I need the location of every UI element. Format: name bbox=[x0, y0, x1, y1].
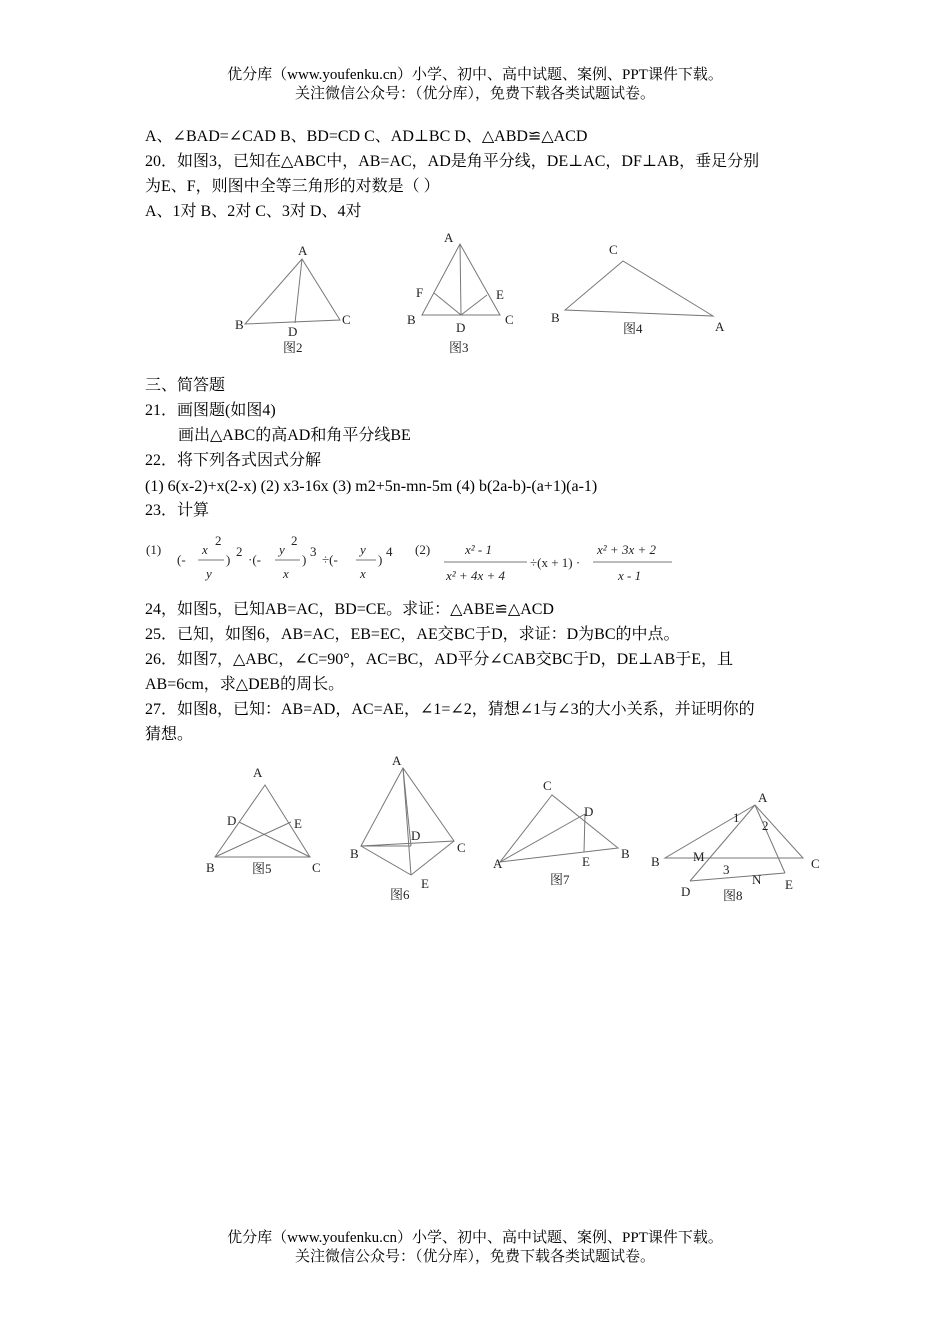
fig5-caption: 图5 bbox=[252, 861, 272, 876]
footer-line-1: 优分库（www.youfenku.cn）小学、初中、高中试题、案例、PPT课件下载。 bbox=[227, 1230, 723, 1246]
q23-expression-2 bbox=[415, 542, 672, 583]
q23-e1-exp-b: 2 bbox=[236, 544, 243, 559]
figure-2 bbox=[235, 243, 351, 355]
fig2-label-c: C bbox=[342, 312, 351, 327]
q23-e1-lparen: (- bbox=[177, 552, 186, 567]
q23-expressions bbox=[140, 532, 700, 592]
fig8-label-d: D bbox=[681, 884, 691, 899]
q23-e1-exp-e: 4 bbox=[386, 544, 393, 559]
fig6-caption: 图6 bbox=[390, 887, 410, 902]
q23-e1-exp-a: 2 bbox=[215, 533, 222, 548]
fig5-label-c: C bbox=[312, 860, 321, 875]
fig5-label-a: A bbox=[253, 765, 263, 780]
fig2-label-d: D bbox=[288, 324, 298, 339]
fig2-label-b: B bbox=[235, 317, 244, 332]
q27-line-1: 27．如图8，已知：AB=AD，AC=AE，∠1=∠2，猜想∠1与∠3的大小关系，并证明你的 bbox=[145, 701, 755, 718]
fig3-label-b: B bbox=[407, 312, 416, 327]
page-header bbox=[0, 66, 950, 104]
q20-line-2: 为E、F，则图中全等三角形的对数是（ ） bbox=[145, 178, 440, 195]
q20-options: A、1对 B、2对 C、3对 D、4对 bbox=[145, 203, 362, 220]
q23-e1-den-3: x bbox=[360, 566, 366, 581]
figure-7 bbox=[493, 778, 630, 887]
fig7-label-b: B bbox=[621, 846, 630, 861]
figures-bottom bbox=[200, 750, 830, 910]
fig8-label-m: M bbox=[693, 849, 705, 864]
figure-8 bbox=[651, 790, 820, 903]
fig8-angle-1: 1 bbox=[733, 810, 740, 825]
fig8-caption: 图8 bbox=[723, 888, 743, 903]
q23-e2-den-2: x - 1 bbox=[618, 568, 642, 583]
fig7-caption: 图7 bbox=[550, 872, 570, 887]
q23-e1-exp-c: 2 bbox=[291, 533, 298, 548]
fig6-label-a: A bbox=[392, 753, 402, 768]
q23-e2-num-1: x² - 1 bbox=[465, 542, 492, 557]
fig8-label-b: B bbox=[651, 854, 660, 869]
q23-e1-mul: ·(- bbox=[248, 552, 261, 567]
q23-e2-mid: ÷(x + 1) · bbox=[530, 555, 581, 570]
q22-items: (1) 6(x-2)+x(2-x) (2) x3-16x (3) m2+5n-mn-5m (4) b(2a-b)-(a+1)(a-1) bbox=[145, 478, 598, 495]
fig7-label-d: D bbox=[584, 804, 594, 819]
fig4-label-c: C bbox=[609, 242, 618, 257]
fig2-caption: 图2 bbox=[283, 340, 303, 355]
q26-line-2: AB=6cm，求△DEB的周长。 bbox=[145, 676, 345, 693]
q23-e1-den-2: x bbox=[283, 566, 289, 581]
q23-e1-num-1: x bbox=[202, 542, 208, 557]
q23-e1-den-1: y bbox=[206, 566, 212, 581]
q23-title: 23．计算 bbox=[145, 502, 210, 519]
fig6-label-e: E bbox=[421, 876, 429, 891]
q21-title: 21．画图题(如图4) bbox=[145, 402, 276, 419]
q23-expression-1 bbox=[146, 533, 393, 581]
fig5-label-d: D bbox=[227, 813, 237, 828]
footer-line-2: 关注微信公众号：（优分库），免费下载各类试题试卷。 bbox=[294, 1249, 655, 1265]
fig7-label-e: E bbox=[582, 854, 590, 869]
fig8-angle-2: 2 bbox=[762, 818, 769, 833]
q21-body: 画出△ABC的高AD和角平分线BE bbox=[178, 427, 411, 444]
fig3-label-c: C bbox=[505, 312, 514, 327]
figures-top bbox=[225, 230, 735, 363]
fig8-angle-3: 3 bbox=[723, 862, 730, 877]
figure-4 bbox=[551, 242, 725, 336]
fig8-label-c: C bbox=[811, 856, 820, 871]
fig3-label-a: A bbox=[444, 230, 454, 245]
fig8-label-e: E bbox=[785, 877, 793, 892]
header-line-2: 关注微信公众号：（优分库），免费下载各类试题试卷。 bbox=[294, 86, 655, 102]
q23-e1-exp-d: 3 bbox=[310, 544, 317, 559]
page-footer bbox=[0, 1229, 950, 1267]
q19-options: A、∠BAD=∠CAD B、BD=CD C、AD⊥BC D、△ABD≌△ACD bbox=[145, 128, 588, 145]
q23-e1-div: ÷(- bbox=[322, 552, 338, 567]
fig6-label-c: C bbox=[457, 840, 466, 855]
fig4-label-a: A bbox=[715, 319, 725, 334]
fig3-label-f: F bbox=[416, 285, 424, 300]
section-3-heading: 三、简答题 bbox=[145, 377, 226, 394]
fig2-label-a: A bbox=[298, 243, 308, 258]
q23-e1-num-3: y bbox=[360, 542, 366, 557]
q24: 24，如图5，已知AB=AC，BD=CE。求证：△ABE≌△ACD bbox=[145, 601, 554, 618]
figure-3 bbox=[407, 230, 514, 355]
fig3-label-d: D bbox=[456, 320, 466, 335]
q26-line-1: 26．如图7，△ABC，∠C=90°，AC=BC，AD平分∠CAB交BC于D，DE⊥AB于E，且 bbox=[145, 651, 733, 668]
fig4-label-b: B bbox=[551, 310, 560, 325]
figure-6 bbox=[350, 753, 466, 902]
fig3-caption: 图3 bbox=[449, 340, 469, 355]
fig4-caption: 图4 bbox=[623, 321, 643, 336]
q23-e2-den-1: x² + 4x + 4 bbox=[446, 568, 505, 583]
fig5-label-e: E bbox=[294, 816, 302, 831]
svg-text:): ) bbox=[378, 552, 383, 567]
q20-line-1: 20．如图3，已知在△ABC中，AB=AC，AD是角平分线，DE⊥AC，DF⊥AB，垂足分别 bbox=[145, 153, 760, 170]
q23-e1-num-2: y bbox=[279, 542, 285, 557]
figure-5 bbox=[206, 765, 321, 876]
fig6-label-b: B bbox=[350, 846, 359, 861]
q27-line-2: 猜想。 bbox=[145, 726, 194, 743]
fig8-label-a: A bbox=[758, 790, 768, 805]
q23-p1-label: (1) bbox=[146, 542, 162, 557]
fig8-label-n: N bbox=[752, 872, 762, 887]
fig5-label-b: B bbox=[206, 860, 215, 875]
svg-text:): ) bbox=[302, 552, 307, 567]
fig6-label-d: D bbox=[411, 828, 421, 843]
header-line-1: 优分库（www.youfenku.cn）小学、初中、高中试题、案例、PPT课件下载。 bbox=[227, 67, 723, 83]
q23-p2-label: (2) bbox=[415, 542, 431, 557]
svg-text:): ) bbox=[226, 552, 231, 567]
fig7-label-c: C bbox=[543, 778, 552, 793]
fig3-label-e: E bbox=[496, 287, 504, 302]
q25: 25．已知，如图6，AB=AC，EB=EC，AE交BC于D，求证：D为BC的中点。 bbox=[145, 626, 680, 643]
q23-e2-num-2: x² + 3x + 2 bbox=[597, 542, 656, 557]
q22-title: 22．将下列各式因式分解 bbox=[145, 452, 322, 469]
fig7-label-a: A bbox=[493, 856, 503, 871]
